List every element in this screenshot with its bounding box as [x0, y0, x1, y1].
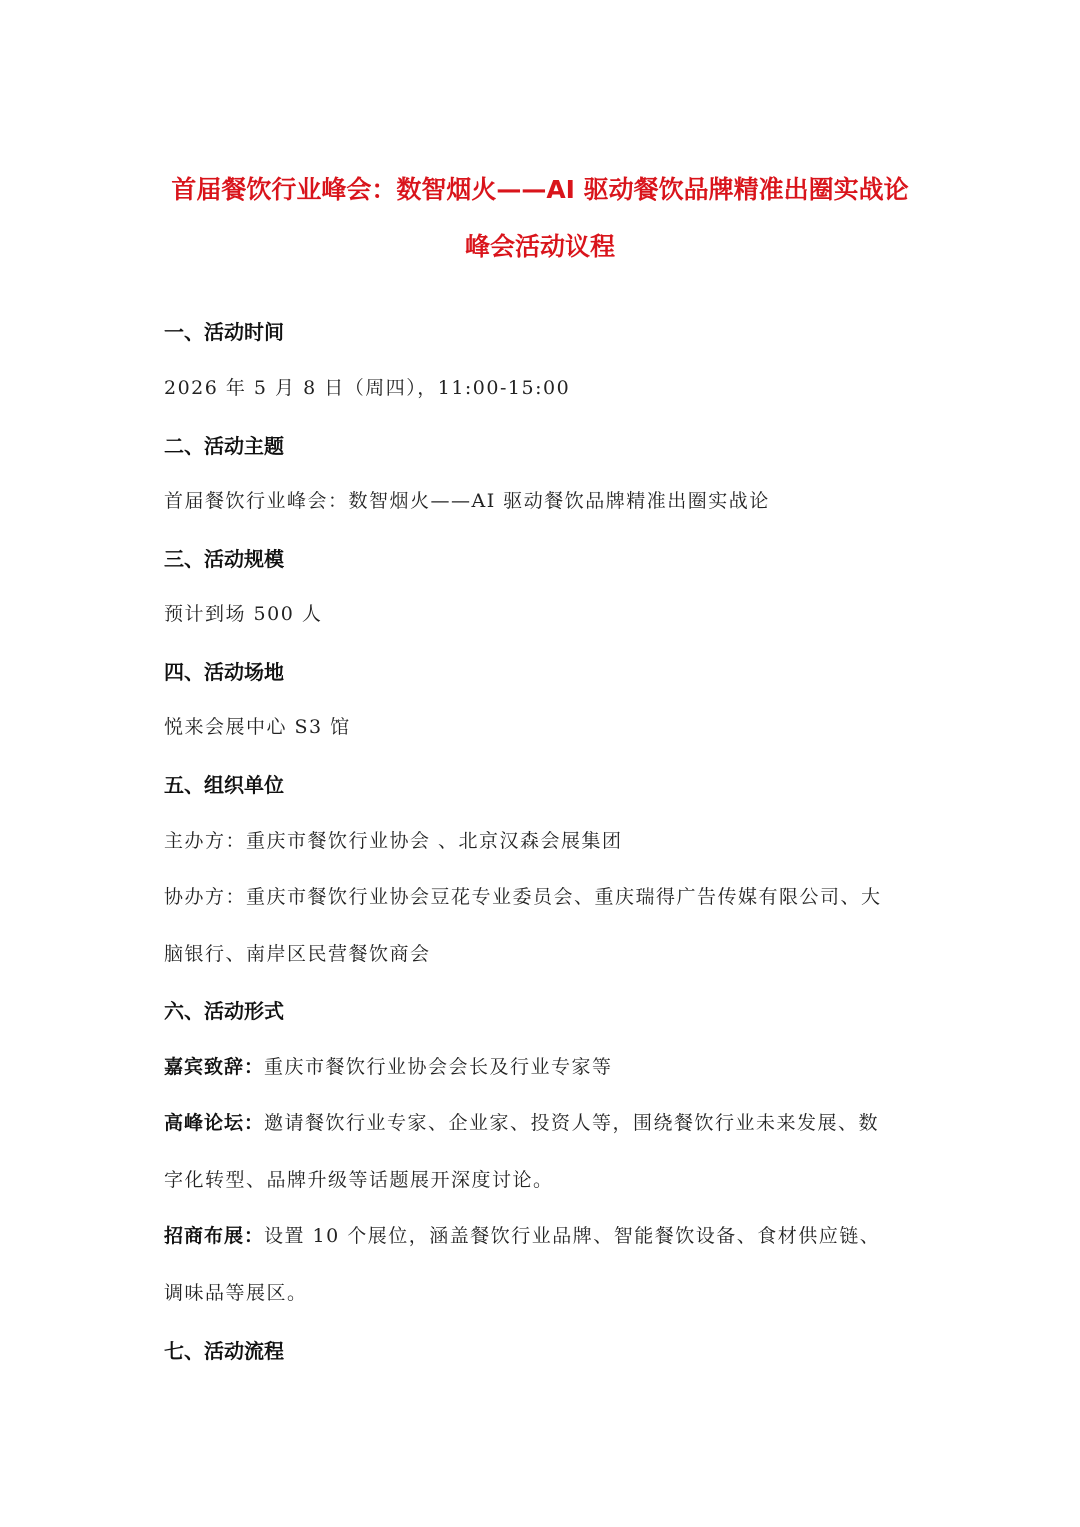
scale-text: 预计到场 500 人 [164, 603, 323, 625]
section-heading-scale: 三、活动规模 [164, 547, 284, 571]
expo-item [164, 1221, 880, 1248]
host-text: 主办方：重庆市餐饮行业协会 、北京汉森会展集团 [164, 830, 623, 852]
forum-item [164, 1108, 879, 1135]
co-host-text-line1: 协办方：重庆市餐饮行业协会豆花专业委员会、重庆瑞得广告传媒有限公司、大 [164, 886, 882, 908]
document-title-line2: 峰会活动议程 [464, 232, 615, 261]
forum-label: 高峰论坛： [164, 1112, 265, 1134]
section-heading-theme: 二、活动主题 [164, 434, 284, 458]
section-heading-venue: 四、活动场地 [164, 660, 284, 684]
speech-label: 嘉宾致辞： [164, 1056, 265, 1078]
co-host-text-line2: 脑银行、南岸区民营餐饮商会 [164, 943, 431, 965]
section-heading-time: 一、活动时间 [164, 320, 284, 344]
forum-text-line2: 字化转型、品牌升级等话题展开深度讨论。 [164, 1169, 554, 1191]
speech-item [164, 1052, 613, 1079]
forum-text-line1: 邀请餐饮行业专家、企业家、投资人等，围绕餐饮行业未来发展、数 [264, 1112, 880, 1134]
theme-text: 首届餐饮行业峰会：数智烟火——AI 驱动餐饮品牌精准出圈实战论 [164, 490, 770, 512]
expo-text-line2: 调味品等展区。 [164, 1282, 308, 1304]
section-heading-process: 七、活动流程 [164, 1339, 284, 1363]
expo-text-line1: 设置 10 个展位，涵盖餐饮行业品牌、智能餐饮设备、食材供应链、 [264, 1225, 881, 1247]
section-heading-format: 六、活动形式 [164, 999, 284, 1023]
section-heading-organizers: 五、组织单位 [164, 773, 284, 797]
document-title-line1: 首届餐饮行业峰会：数智烟火——AI 驱动餐饮品牌精准出圈实战论 [171, 175, 909, 204]
speech-text: 重庆市餐饮行业协会会长及行业专家等 [264, 1056, 613, 1078]
time-text: 2026 年 5 月 8 日（周四），11:00-15:00 [164, 377, 571, 399]
expo-label: 招商布展： [164, 1225, 265, 1247]
venue-text: 悦来会展中心 S3 馆 [164, 716, 351, 738]
